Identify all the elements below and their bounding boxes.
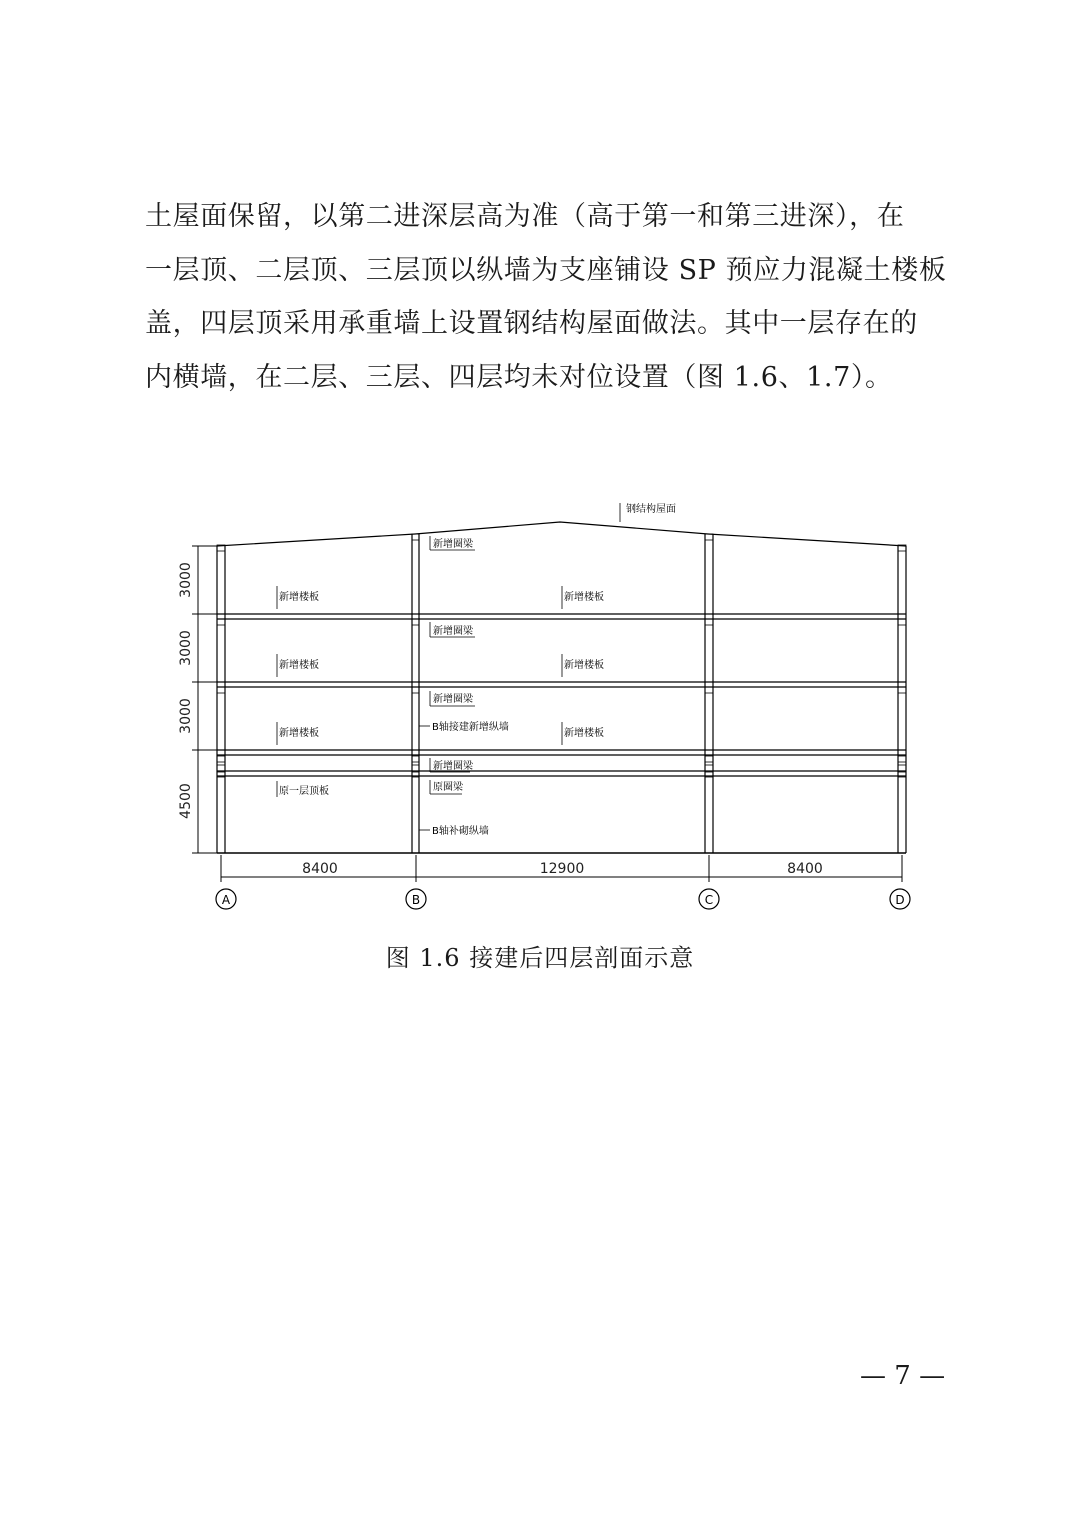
height-level-4: 3000 — [178, 562, 194, 598]
span-C-D: 8400 — [787, 861, 823, 877]
span-B-C: 12900 — [539, 861, 585, 877]
span-A-B: 8400 — [302, 861, 338, 877]
label-b-axis-infill-wall: B轴补砌纵墙 — [432, 826, 489, 837]
axis-label-A: A — [221, 893, 231, 907]
axis-label-D: D — [895, 893, 905, 907]
label-new-ring-beam-2: 新增圈梁 — [433, 694, 473, 705]
body-line-1: 土屋面保留，以第二进深层高为准（高于第一和第三进深），在 — [145, 201, 905, 232]
label-new-slab-2b: 新增楼板 — [564, 660, 604, 671]
label-orig-ring-beam: 原圈梁 — [433, 782, 463, 793]
ring-beams — [217, 534, 906, 777]
label-b-axis-new-wall: B轴接建新增纵墙 — [432, 722, 509, 733]
label-new-slab-3a: 新增楼板 — [279, 592, 319, 603]
body-line-4: 内横墙，在二层、三层、四层均未对位设置（图 1.6、1.7）。 — [145, 361, 893, 393]
roof-label: 钢结构屋面 — [626, 504, 676, 515]
label-new-ring-beam-4: 新增圈梁 — [433, 539, 473, 550]
height-level-2: 3000 — [178, 698, 194, 734]
label-new-slab-2a: 新增楼板 — [279, 660, 319, 671]
label-new-ring-beam-1: 新增圈梁 — [433, 761, 473, 772]
original-roof-slab — [217, 771, 906, 776]
axis-label-C: C — [704, 893, 714, 907]
label-new-ring-beam-3: 新增圈梁 — [433, 626, 473, 637]
slab-level-2 — [217, 682, 906, 687]
roof-outline — [217, 522, 906, 546]
label-orig-roof-slab: 原一层顶板 — [279, 786, 329, 797]
slab-level-3 — [217, 614, 906, 619]
body-line-3: 盖，四层顶采用承重墙上设置钢结构屋面做法。其中一层存在的 — [145, 308, 918, 339]
slab-level-1 — [217, 750, 906, 755]
page-number: — 7 — — [860, 1361, 946, 1391]
label-new-slab-1b: 新增楼板 — [564, 728, 604, 739]
height-dimension-line — [192, 546, 217, 853]
label-new-slab-1a: 新增楼板 — [279, 728, 319, 739]
body-line-2: 一层顶、二层顶、三层顶以纵墙为支座铺设 SP 预应力混凝土楼板 — [145, 254, 947, 286]
label-new-slab-3b: 新增楼板 — [564, 592, 604, 603]
figure-caption: 图 1.6 接建后四层剖面示意 — [385, 944, 695, 972]
height-level-1: 4500 — [178, 783, 194, 819]
axis-label-B: B — [411, 893, 421, 907]
height-level-3: 3000 — [178, 630, 194, 666]
